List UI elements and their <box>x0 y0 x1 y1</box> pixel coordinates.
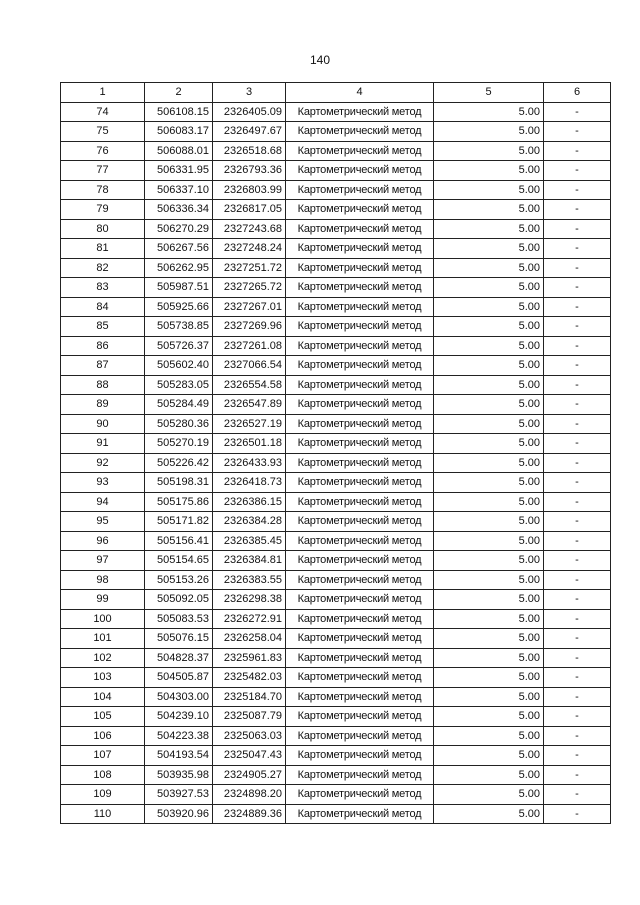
method-cell: Картометрический метод <box>286 531 434 551</box>
table-row <box>61 141 611 161</box>
method-cell: Картометрический метод <box>286 180 434 200</box>
accuracy-cell: 5.00 <box>434 785 544 805</box>
table-row <box>61 180 611 200</box>
note-cell: - <box>544 609 611 629</box>
point-number-cell: 85 <box>61 317 145 337</box>
table-row <box>61 512 611 532</box>
note-cell: - <box>544 239 611 259</box>
x-coordinate-cell: 505083.53 <box>145 609 213 629</box>
y-coordinate-cell: 2326298.38 <box>213 590 286 610</box>
x-coordinate-cell: 505283.05 <box>145 375 213 395</box>
note-cell: - <box>544 141 611 161</box>
method-cell: Картометрический метод <box>286 707 434 727</box>
accuracy-cell: 5.00 <box>434 804 544 824</box>
x-coordinate-cell: 505987.51 <box>145 278 213 298</box>
method-cell: Картометрический метод <box>286 473 434 493</box>
point-number-cell: 94 <box>61 492 145 512</box>
y-coordinate-cell: 2326817.05 <box>213 200 286 220</box>
note-cell: - <box>544 687 611 707</box>
point-number-cell: 83 <box>61 278 145 298</box>
method-cell: Картометрический метод <box>286 278 434 298</box>
point-number-cell: 110 <box>61 804 145 824</box>
table-row <box>61 473 611 493</box>
note-cell: - <box>544 765 611 785</box>
table-row <box>61 570 611 590</box>
y-coordinate-cell: 2326383.55 <box>213 570 286 590</box>
x-coordinate-cell: 505726.37 <box>145 336 213 356</box>
page-number: 140 <box>309 53 331 67</box>
note-cell: - <box>544 180 611 200</box>
y-coordinate-cell: 2326384.28 <box>213 512 286 532</box>
point-number-cell: 76 <box>61 141 145 161</box>
accuracy-cell: 5.00 <box>434 278 544 298</box>
y-coordinate-cell: 2326497.67 <box>213 122 286 142</box>
y-coordinate-cell: 2325961.83 <box>213 648 286 668</box>
point-number-cell: 103 <box>61 668 145 688</box>
method-cell: Картометрический метод <box>286 239 434 259</box>
accuracy-cell: 5.00 <box>434 570 544 590</box>
note-cell: - <box>544 453 611 473</box>
x-coordinate-cell: 505156.41 <box>145 531 213 551</box>
table-row <box>61 122 611 142</box>
x-coordinate-cell: 506336.34 <box>145 200 213 220</box>
method-cell: Картометрический метод <box>286 687 434 707</box>
y-coordinate-cell: 2325087.79 <box>213 707 286 727</box>
point-number-cell: 88 <box>61 375 145 395</box>
point-number-cell: 93 <box>61 473 145 493</box>
y-coordinate-cell: 2327251.72 <box>213 258 286 278</box>
accuracy-cell: 5.00 <box>434 219 544 239</box>
note-cell: - <box>544 375 611 395</box>
y-coordinate-cell: 2325063.03 <box>213 726 286 746</box>
method-cell: Картометрический метод <box>286 317 434 337</box>
accuracy-cell: 5.00 <box>434 473 544 493</box>
accuracy-cell: 5.00 <box>434 239 544 259</box>
accuracy-cell: 5.00 <box>434 297 544 317</box>
x-coordinate-cell: 505153.26 <box>145 570 213 590</box>
method-cell: Картометрический метод <box>286 590 434 610</box>
note-cell: - <box>544 473 611 493</box>
method-cell: Картометрический метод <box>286 492 434 512</box>
x-coordinate-cell: 504303.00 <box>145 687 213 707</box>
accuracy-cell: 5.00 <box>434 395 544 415</box>
x-coordinate-cell: 503927.53 <box>145 785 213 805</box>
table-row <box>61 726 611 746</box>
accuracy-cell: 5.00 <box>434 609 544 629</box>
x-coordinate-cell: 505280.36 <box>145 414 213 434</box>
accuracy-cell: 5.00 <box>434 726 544 746</box>
y-coordinate-cell: 2327066.54 <box>213 356 286 376</box>
point-number-cell: 77 <box>61 161 145 181</box>
x-coordinate-cell: 505226.42 <box>145 453 213 473</box>
method-cell: Картометрический метод <box>286 356 434 376</box>
method-cell: Картометрический метод <box>286 395 434 415</box>
note-cell: - <box>544 219 611 239</box>
y-coordinate-cell: 2326518.68 <box>213 141 286 161</box>
note-cell: - <box>544 102 611 122</box>
y-coordinate-cell: 2326385.45 <box>213 531 286 551</box>
note-cell: - <box>544 512 611 532</box>
point-number-cell: 104 <box>61 687 145 707</box>
x-coordinate-cell: 505076.15 <box>145 629 213 649</box>
y-coordinate-cell: 2324905.27 <box>213 765 286 785</box>
column-header-6: 6 <box>544 83 611 103</box>
note-cell: - <box>544 434 611 454</box>
x-coordinate-cell: 504828.37 <box>145 648 213 668</box>
y-coordinate-cell: 2324889.36 <box>213 804 286 824</box>
point-number-cell: 107 <box>61 746 145 766</box>
method-cell: Картометрический метод <box>286 141 434 161</box>
note-cell: - <box>544 395 611 415</box>
table-row <box>61 668 611 688</box>
point-number-cell: 102 <box>61 648 145 668</box>
accuracy-cell: 5.00 <box>434 531 544 551</box>
method-cell: Картометрический метод <box>286 453 434 473</box>
y-coordinate-cell: 2326272.91 <box>213 609 286 629</box>
point-number-cell: 91 <box>61 434 145 454</box>
x-coordinate-cell: 505602.40 <box>145 356 213 376</box>
accuracy-cell: 5.00 <box>434 629 544 649</box>
method-cell: Картометрический метод <box>286 668 434 688</box>
note-cell: - <box>544 648 611 668</box>
x-coordinate-cell: 505092.05 <box>145 590 213 610</box>
point-number-cell: 74 <box>61 102 145 122</box>
x-coordinate-cell: 504223.38 <box>145 726 213 746</box>
table-row <box>61 746 611 766</box>
point-number-cell: 92 <box>61 453 145 473</box>
x-coordinate-cell: 504505.87 <box>145 668 213 688</box>
point-number-cell: 86 <box>61 336 145 356</box>
y-coordinate-cell: 2327265.72 <box>213 278 286 298</box>
accuracy-cell: 5.00 <box>434 512 544 532</box>
note-cell: - <box>544 161 611 181</box>
point-number-cell: 81 <box>61 239 145 259</box>
column-header-3: 3 <box>213 83 286 103</box>
method-cell: Картометрический метод <box>286 551 434 571</box>
note-cell: - <box>544 726 611 746</box>
y-coordinate-cell: 2326803.99 <box>213 180 286 200</box>
x-coordinate-cell: 505925.66 <box>145 297 213 317</box>
table-row <box>61 102 611 122</box>
table-row <box>61 258 611 278</box>
table-row <box>61 336 611 356</box>
point-number-cell: 106 <box>61 726 145 746</box>
x-coordinate-cell: 505171.82 <box>145 512 213 532</box>
y-coordinate-cell: 2325482.03 <box>213 668 286 688</box>
accuracy-cell: 5.00 <box>434 200 544 220</box>
y-coordinate-cell: 2326433.93 <box>213 453 286 473</box>
y-coordinate-cell: 2326501.18 <box>213 434 286 454</box>
y-coordinate-cell: 2326384.81 <box>213 551 286 571</box>
y-coordinate-cell: 2327248.24 <box>213 239 286 259</box>
point-number-cell: 99 <box>61 590 145 610</box>
method-cell: Картометрический метод <box>286 297 434 317</box>
x-coordinate-cell: 506262.95 <box>145 258 213 278</box>
table-body <box>61 102 611 824</box>
note-cell: - <box>544 336 611 356</box>
method-cell: Картометрический метод <box>286 609 434 629</box>
method-cell: Картометрический метод <box>286 765 434 785</box>
accuracy-cell: 5.00 <box>434 434 544 454</box>
point-number-cell: 78 <box>61 180 145 200</box>
table-row <box>61 219 611 239</box>
table-row <box>61 551 611 571</box>
x-coordinate-cell: 506331.95 <box>145 161 213 181</box>
accuracy-cell: 5.00 <box>434 102 544 122</box>
accuracy-cell: 5.00 <box>434 765 544 785</box>
y-coordinate-cell: 2326386.15 <box>213 492 286 512</box>
table-row <box>61 629 611 649</box>
accuracy-cell: 5.00 <box>434 453 544 473</box>
table-row <box>61 356 611 376</box>
point-number-cell: 97 <box>61 551 145 571</box>
x-coordinate-cell: 505270.19 <box>145 434 213 454</box>
point-number-cell: 108 <box>61 765 145 785</box>
note-cell: - <box>544 278 611 298</box>
accuracy-cell: 5.00 <box>434 317 544 337</box>
method-cell: Картометрический метод <box>286 258 434 278</box>
point-number-cell: 87 <box>61 356 145 376</box>
table-row <box>61 785 611 805</box>
note-cell: - <box>544 200 611 220</box>
accuracy-cell: 5.00 <box>434 141 544 161</box>
x-coordinate-cell: 503920.96 <box>145 804 213 824</box>
note-cell: - <box>544 297 611 317</box>
x-coordinate-cell: 506108.15 <box>145 102 213 122</box>
method-cell: Картометрический метод <box>286 219 434 239</box>
note-cell: - <box>544 492 611 512</box>
note-cell: - <box>544 785 611 805</box>
accuracy-cell: 5.00 <box>434 707 544 727</box>
accuracy-cell: 5.00 <box>434 687 544 707</box>
table-row <box>61 278 611 298</box>
note-cell: - <box>544 356 611 376</box>
method-cell: Картометрический метод <box>286 161 434 181</box>
method-cell: Картометрический метод <box>286 785 434 805</box>
method-cell: Картометрический метод <box>286 512 434 532</box>
accuracy-cell: 5.00 <box>434 648 544 668</box>
x-coordinate-cell: 506337.10 <box>145 180 213 200</box>
table-row <box>61 531 611 551</box>
point-number-cell: 95 <box>61 512 145 532</box>
note-cell: - <box>544 317 611 337</box>
note-cell: - <box>544 804 611 824</box>
note-cell: - <box>544 590 611 610</box>
y-coordinate-cell: 2327261.08 <box>213 336 286 356</box>
column-header-1: 1 <box>61 83 145 103</box>
accuracy-cell: 5.00 <box>434 590 544 610</box>
note-cell: - <box>544 707 611 727</box>
x-coordinate-cell: 505284.49 <box>145 395 213 415</box>
column-header-4: 4 <box>286 83 434 103</box>
table-row <box>61 414 611 434</box>
point-number-cell: 105 <box>61 707 145 727</box>
accuracy-cell: 5.00 <box>434 551 544 571</box>
table-row <box>61 297 611 317</box>
table-row <box>61 395 611 415</box>
method-cell: Картометрический метод <box>286 414 434 434</box>
note-cell: - <box>544 746 611 766</box>
table-row <box>61 434 611 454</box>
point-number-cell: 98 <box>61 570 145 590</box>
y-coordinate-cell: 2326547.89 <box>213 395 286 415</box>
point-number-cell: 80 <box>61 219 145 239</box>
x-coordinate-cell: 506083.17 <box>145 122 213 142</box>
method-cell: Картометрический метод <box>286 375 434 395</box>
y-coordinate-cell: 2327269.96 <box>213 317 286 337</box>
y-coordinate-cell: 2326258.04 <box>213 629 286 649</box>
y-coordinate-cell: 2326554.58 <box>213 375 286 395</box>
x-coordinate-cell: 506270.29 <box>145 219 213 239</box>
point-number-cell: 101 <box>61 629 145 649</box>
note-cell: - <box>544 414 611 434</box>
y-coordinate-cell: 2326405.09 <box>213 102 286 122</box>
table-row <box>61 492 611 512</box>
method-cell: Картометрический метод <box>286 434 434 454</box>
method-cell: Картометрический метод <box>286 746 434 766</box>
table-row <box>61 804 611 824</box>
x-coordinate-cell: 504193.54 <box>145 746 213 766</box>
accuracy-cell: 5.00 <box>434 122 544 142</box>
x-coordinate-cell: 503935.98 <box>145 765 213 785</box>
point-number-cell: 84 <box>61 297 145 317</box>
x-coordinate-cell: 505198.31 <box>145 473 213 493</box>
note-cell: - <box>544 258 611 278</box>
method-cell: Картометрический метод <box>286 102 434 122</box>
table-row <box>61 687 611 707</box>
accuracy-cell: 5.00 <box>434 746 544 766</box>
point-number-cell: 90 <box>61 414 145 434</box>
table-row <box>61 317 611 337</box>
point-number-cell: 109 <box>61 785 145 805</box>
table-row <box>61 609 611 629</box>
y-coordinate-cell: 2327267.01 <box>213 297 286 317</box>
note-cell: - <box>544 122 611 142</box>
method-cell: Картометрический метод <box>286 726 434 746</box>
note-cell: - <box>544 629 611 649</box>
accuracy-cell: 5.00 <box>434 161 544 181</box>
method-cell: Картометрический метод <box>286 570 434 590</box>
x-coordinate-cell: 505738.85 <box>145 317 213 337</box>
method-cell: Картометрический метод <box>286 804 434 824</box>
accuracy-cell: 5.00 <box>434 414 544 434</box>
point-number-cell: 82 <box>61 258 145 278</box>
note-cell: - <box>544 668 611 688</box>
y-coordinate-cell: 2326418.73 <box>213 473 286 493</box>
accuracy-cell: 5.00 <box>434 356 544 376</box>
method-cell: Картометрический метод <box>286 336 434 356</box>
column-header-5: 5 <box>434 83 544 103</box>
note-cell: - <box>544 551 611 571</box>
table-row <box>61 590 611 610</box>
accuracy-cell: 5.00 <box>434 336 544 356</box>
method-cell: Картометрический метод <box>286 122 434 142</box>
table-row <box>61 375 611 395</box>
point-number-cell: 100 <box>61 609 145 629</box>
table-row <box>61 707 611 727</box>
point-number-cell: 75 <box>61 122 145 142</box>
x-coordinate-cell: 504239.10 <box>145 707 213 727</box>
table-row <box>61 239 611 259</box>
y-coordinate-cell: 2325184.70 <box>213 687 286 707</box>
accuracy-cell: 5.00 <box>434 668 544 688</box>
table-header-row <box>61 83 611 103</box>
column-header-2: 2 <box>145 83 213 103</box>
y-coordinate-cell: 2326793.36 <box>213 161 286 181</box>
x-coordinate-cell: 506088.01 <box>145 141 213 161</box>
accuracy-cell: 5.00 <box>434 258 544 278</box>
note-cell: - <box>544 531 611 551</box>
y-coordinate-cell: 2326527.19 <box>213 414 286 434</box>
x-coordinate-cell: 505154.65 <box>145 551 213 571</box>
accuracy-cell: 5.00 <box>434 180 544 200</box>
method-cell: Картометрический метод <box>286 200 434 220</box>
x-coordinate-cell: 506267.56 <box>145 239 213 259</box>
x-coordinate-cell: 505175.86 <box>145 492 213 512</box>
y-coordinate-cell: 2324898.20 <box>213 785 286 805</box>
point-number-cell: 96 <box>61 531 145 551</box>
table-row <box>61 200 611 220</box>
accuracy-cell: 5.00 <box>434 375 544 395</box>
method-cell: Картометрический метод <box>286 648 434 668</box>
note-cell: - <box>544 570 611 590</box>
y-coordinate-cell: 2325047.43 <box>213 746 286 766</box>
table-row <box>61 648 611 668</box>
accuracy-cell: 5.00 <box>434 492 544 512</box>
method-cell: Картометрический метод <box>286 629 434 649</box>
point-number-cell: 89 <box>61 395 145 415</box>
coordinates-table <box>60 82 611 824</box>
table-row <box>61 765 611 785</box>
table-row <box>61 161 611 181</box>
y-coordinate-cell: 2327243.68 <box>213 219 286 239</box>
table-row <box>61 453 611 473</box>
point-number-cell: 79 <box>61 200 145 220</box>
